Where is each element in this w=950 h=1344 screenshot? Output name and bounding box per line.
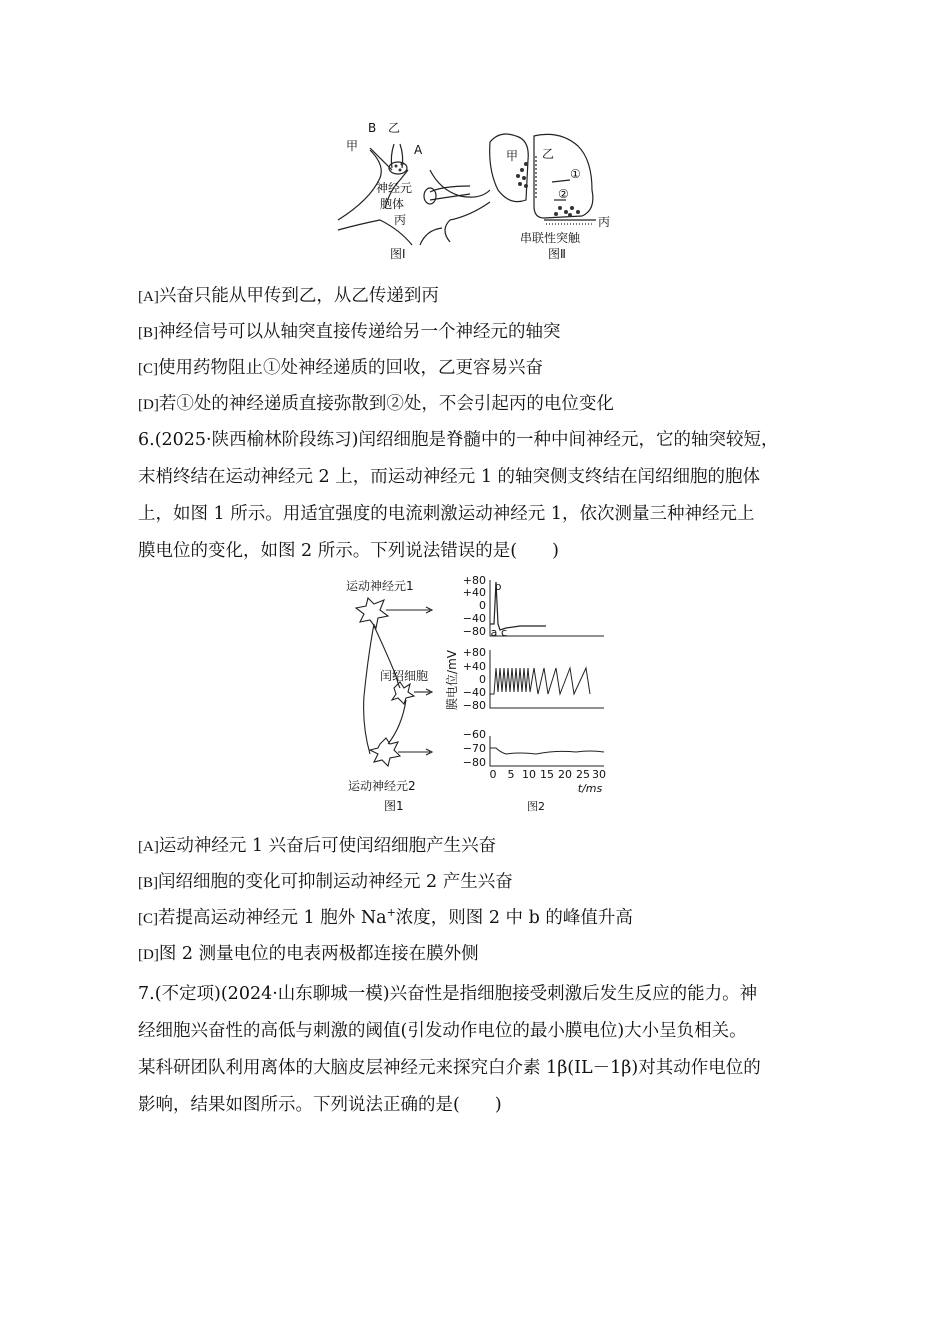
fig2-label-c2: ② xyxy=(558,187,569,201)
q5-option-d: [D]若①处的神经递质直接弥散到②处，不会引起丙的电位变化 xyxy=(138,394,614,414)
fig1-label-body1: 神经元 xyxy=(376,181,413,195)
q6-option-d: [D]图 2 测量电位的电表两极都连接在膜外侧 xyxy=(138,944,479,964)
q5-option-a: [A]兴奋只能从甲传到乙，从乙传递到丙 xyxy=(138,286,439,306)
fig1-label-yi: 乙 xyxy=(388,121,401,135)
fig2-label-bing: 丙 xyxy=(598,215,611,229)
p1-tick-m40: −40 xyxy=(462,612,486,625)
y-axis-label: 膜电位/mV xyxy=(445,650,459,710)
p1-tick-80: +80 xyxy=(462,576,486,587)
p2-tick-40: +40 xyxy=(462,660,486,673)
q7-stem-line-1: 7.(不定项)(2024·山东聊城一模)兴奋性是指细胞接受刺激后发生反应的能力。神 xyxy=(138,984,758,1004)
x-tick-20: 20 xyxy=(558,768,572,781)
q5-option-b: [B]神经信号可以从轴突直接传递给另一个神经元的轴突 xyxy=(138,322,561,342)
fig2-label-c1: ① xyxy=(570,167,581,181)
top-figure xyxy=(330,120,630,268)
p2-tick-0: 0 xyxy=(479,673,486,686)
mid-figure xyxy=(340,576,620,816)
fig1-label-bing: 丙 xyxy=(394,213,407,227)
fig1-motor-neuron-2: 运动神经元2 xyxy=(348,779,416,793)
point-label-a: a xyxy=(490,626,498,639)
q6-stem-line-4: 膜电位的变化，如图 2 所示。下列说法错误的是( ) xyxy=(138,541,559,561)
panel2-trace xyxy=(490,668,590,694)
q7-stem-line-2: 经细胞兴奋性的高低与刺激的阈值(引发动作电位的最小膜电位)大小呈负相关。 xyxy=(138,1021,747,1041)
p3-tick-m60: −60 xyxy=(462,728,486,741)
q6-stem-line-2: 末梢终结在运动神经元 2 上，而运动神经元 1 的轴突侧支终结在闰绍细胞的胞体 xyxy=(138,467,761,487)
fig1-motor-neuron-1: 运动神经元1 xyxy=(346,579,414,593)
p2-tick-80: +80 xyxy=(462,646,486,659)
q5-option-c: [C]使用药物阻止①处神经递质的回收，乙更容易兴奋 xyxy=(138,358,543,378)
fig2-caption: 图2 xyxy=(527,800,545,813)
p3-tick-m80: −80 xyxy=(462,756,486,769)
fig2-label-serial: 串联性突触 xyxy=(520,231,581,245)
panel3-trace xyxy=(490,748,604,754)
x-tick-25: 25 xyxy=(576,768,590,781)
fig1-label-a: A xyxy=(414,143,423,157)
fig2-label-yi: 乙 xyxy=(542,147,555,161)
p3-tick-m70: −70 xyxy=(462,742,486,755)
fig2-caption: 图Ⅱ xyxy=(548,247,566,261)
q6-option-b: [B]闰绍细胞的变化可抑制运动神经元 2 产生兴奋 xyxy=(138,872,513,892)
point-label-c: c xyxy=(500,626,508,639)
q6-stem-line-3: 上，如图 1 所示。用适宜强度的电流刺激运动神经元 1，依次测量三种神经元上 xyxy=(138,504,755,524)
p1-tick-40: +40 xyxy=(462,586,486,599)
p1-tick-0: 0 xyxy=(479,599,486,612)
p2-tick-m40: −40 xyxy=(462,686,486,699)
fig1-label-body2: 胞体 xyxy=(380,197,405,211)
x-tick-5: 5 xyxy=(507,768,515,781)
q6-option-a: [A]运动神经元 1 兴奋后可使闰绍细胞产生兴奋 xyxy=(138,836,497,856)
fig1-caption: 图Ⅰ xyxy=(390,247,406,261)
p1-tick-m80: −80 xyxy=(462,625,486,638)
fig1-label-jia: 甲 xyxy=(346,139,359,153)
fig1-renshaw-cell: 闰绍细胞 xyxy=(380,669,429,683)
fig1-label-b: B xyxy=(368,121,377,135)
q7-stem-line-4: 影响，结果如图所示。下列说法正确的是( ) xyxy=(138,1095,502,1115)
fig1-caption: 图1 xyxy=(384,799,404,813)
x-tick-15: 15 xyxy=(540,768,554,781)
x-axis-label: t/ms xyxy=(577,782,603,795)
q6-stem-line-1: 6.(2025·陕西榆林阶段练习)闰绍细胞是脊髓中的一种中间神经元，它的轴突较短， xyxy=(138,430,779,450)
x-tick-30: 30 xyxy=(592,768,606,781)
fig2-label-jia: 甲 xyxy=(506,149,519,163)
x-tick-0: 0 xyxy=(489,768,497,781)
p2-tick-m80: −80 xyxy=(462,699,486,712)
q6-option-c: [C]若提高运动神经元 1 胞外 Na+浓度，则图 2 中 b 的峰值升高 xyxy=(138,906,633,928)
q7-stem-line-3: 某科研团队利用离体的大脑皮层神经元来探究白介素 1β(IL－1β)对其动作电位的 xyxy=(138,1058,761,1078)
point-label-b: b xyxy=(494,580,502,593)
x-tick-10: 10 xyxy=(522,768,536,781)
